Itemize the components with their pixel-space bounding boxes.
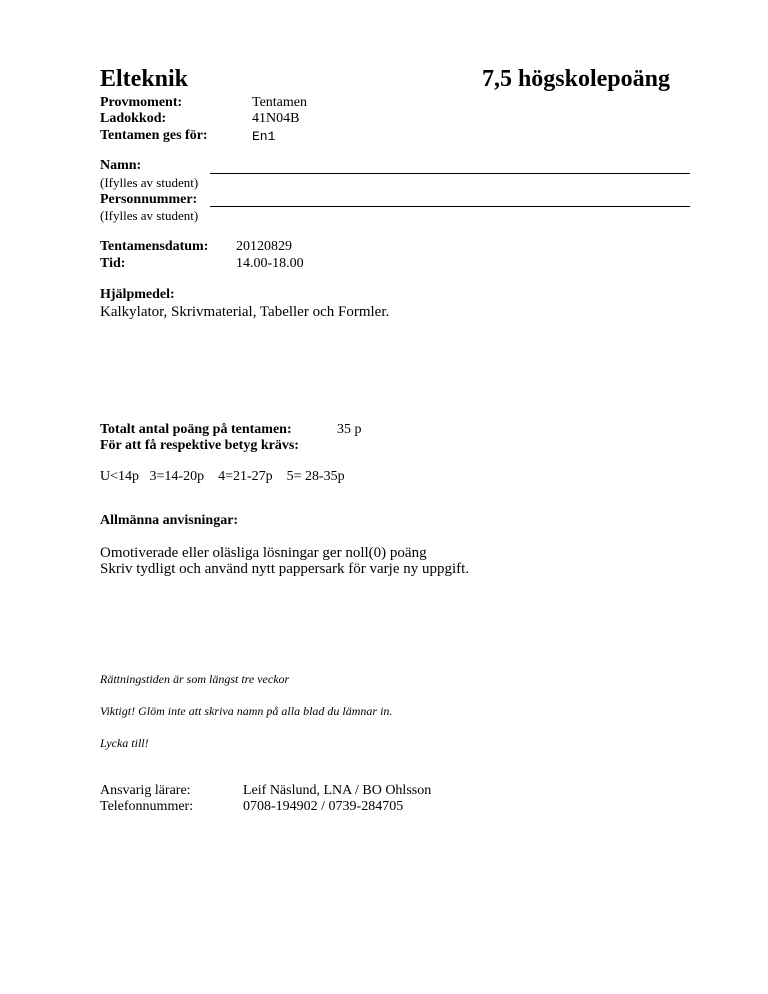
personnummer-hint: (Ifylles av student) bbox=[100, 208, 199, 223]
note-write-name: Viktigt! Glöm inte att skriva namn på alla blad du lämnar in. bbox=[100, 704, 393, 718]
ges-for-label: Tentamen ges för: bbox=[100, 128, 208, 143]
namn-line bbox=[210, 173, 690, 174]
total-points-value: 35 p bbox=[337, 422, 362, 437]
grade-scale: U<14p 3=14-20p 4=21-27p 5= 28-35p bbox=[100, 469, 345, 484]
aids-label: Hjälpmedel: bbox=[100, 287, 175, 302]
datum-label: Tentamensdatum: bbox=[100, 239, 209, 254]
ladokkod-label: Ladokkod: bbox=[100, 111, 167, 126]
teacher-value: Leif Näslund, LNA / BO Ohlsson bbox=[243, 783, 432, 798]
provmoment-label: Provmoment: bbox=[100, 95, 183, 110]
ladokkod-value: 41N04B bbox=[252, 111, 300, 126]
provmoment-value: Tentamen bbox=[252, 95, 307, 110]
namn-label: Namn: bbox=[100, 158, 142, 173]
tid-label: Tid: bbox=[100, 256, 126, 271]
course-title: Elteknik bbox=[100, 66, 189, 92]
personnummer-line bbox=[210, 206, 690, 207]
credits-title: 7,5 högskolepoäng bbox=[481, 66, 670, 92]
ges-for-value: En1 bbox=[252, 129, 276, 144]
note-grading-time: Rättningstiden är som längst tre veckor bbox=[100, 672, 290, 686]
phone-label: Telefonnummer: bbox=[100, 799, 194, 814]
instruction-line-1: Omotiverade eller oläsliga lösningar ger noll(0) poäng bbox=[100, 545, 427, 561]
teacher-label: Ansvarig lärare: bbox=[100, 783, 191, 798]
phone-value: 0708-194902 / 0739-284705 bbox=[243, 799, 404, 814]
namn-hint: (Ifylles av student) bbox=[100, 175, 199, 190]
aids-text: Kalkylator, Skrivmaterial, Tabeller och Formler. bbox=[100, 304, 390, 320]
tid-value: 14.00-18.00 bbox=[236, 256, 304, 271]
instruction-line-2: Skriv tydligt och använd nytt pappersark för varje ny uppgift. bbox=[100, 561, 470, 577]
instructions-label: Allmänna anvisningar: bbox=[100, 513, 239, 528]
personnummer-label: Personnummer: bbox=[100, 192, 198, 207]
datum-value: 20120829 bbox=[236, 239, 292, 254]
grade-requirement-label: För att få respektive betyg krävs: bbox=[100, 438, 299, 453]
note-good-luck: Lycka till! bbox=[100, 736, 149, 750]
total-points-label: Totalt antal poäng på tentamen: bbox=[100, 422, 292, 437]
